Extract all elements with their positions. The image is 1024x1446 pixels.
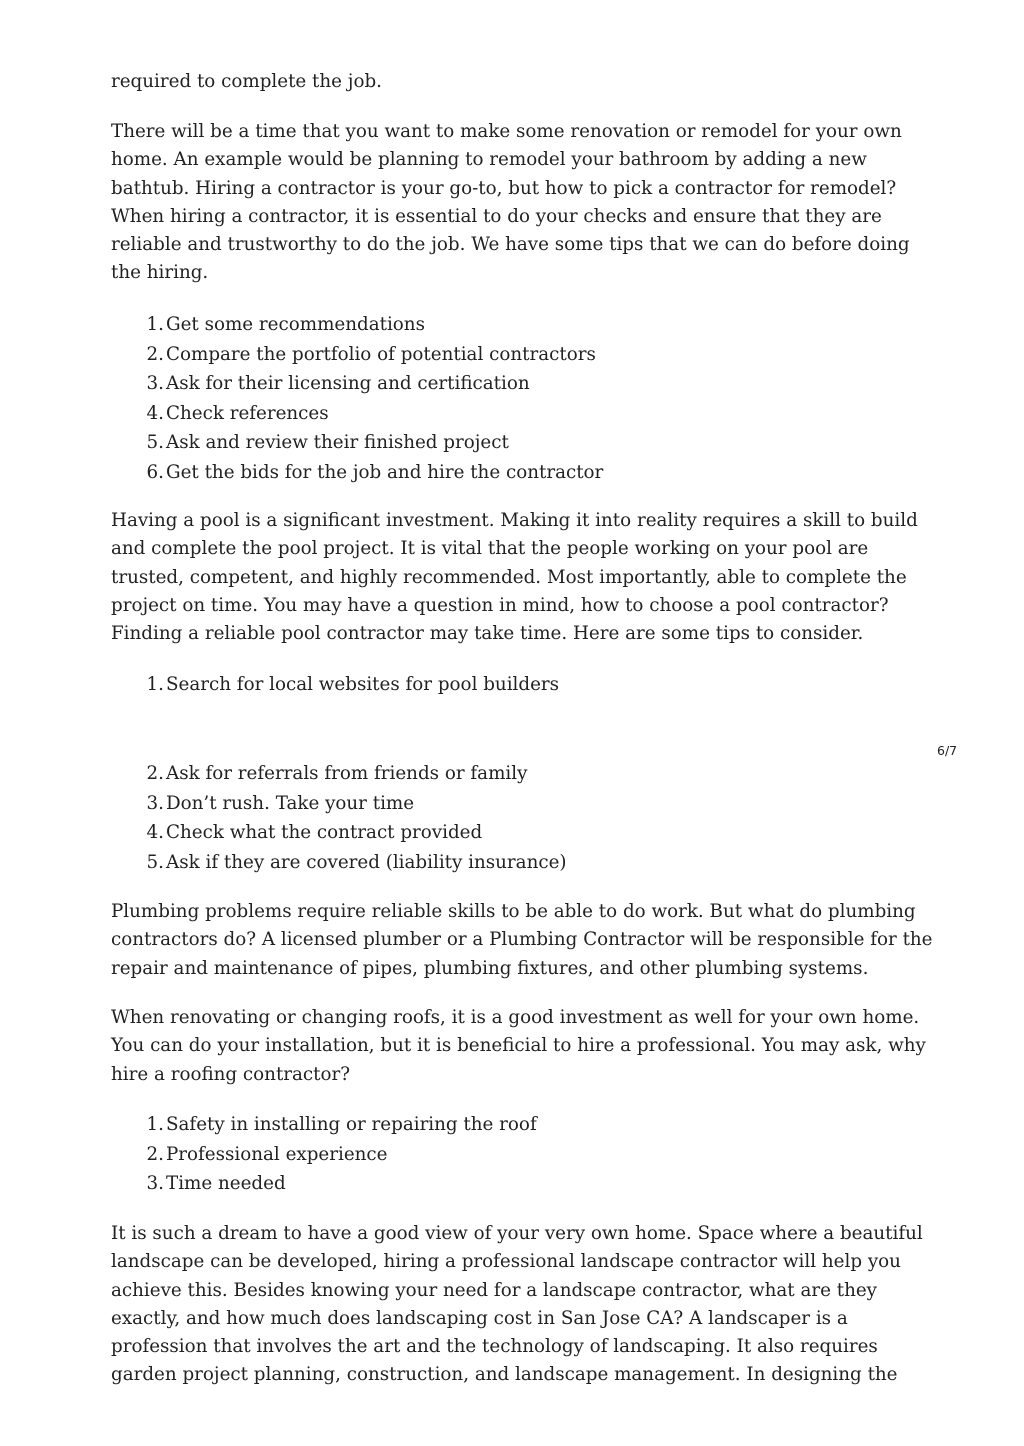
list-item-text: Safety in installing or repairing the roof [166, 1114, 537, 1136]
text-line: achieve this. Besides knowing your need for a landscape contractor, what are they [111, 1279, 877, 1301]
list-item-text: Check references [166, 402, 329, 424]
list-item-text: Search for local websites for pool builders [166, 674, 560, 696]
list-item [140, 818, 567, 848]
list-item [140, 399, 603, 429]
text-line: project on time. You may have a question in mind, how to choose a pool contractor? [111, 594, 889, 616]
list-number: 3. [146, 1173, 164, 1195]
list-number: 5. [146, 851, 164, 873]
text-line: bathtub. Hiring a contractor is your go-to, but how to pick a contractor for remodel? [111, 177, 897, 199]
text-line: trusted, competent, and highly recommended. Most importantly, able to complete the [111, 566, 907, 588]
remodel-tips-list [140, 310, 603, 487]
list-item-text: Don’t rush. Take your time [166, 792, 415, 814]
list-item-text: Get the bids for the job and hire the contractor [166, 461, 604, 483]
list-number: 1. [146, 1114, 164, 1136]
text-line: and complete the pool project. It is vital that the people working on your pool are [111, 538, 869, 560]
list-item [140, 428, 603, 458]
list-item [140, 1169, 537, 1199]
paragraph-roofing-contractor [111, 1004, 926, 1089]
paragraph-job-completion [111, 68, 921, 96]
text-line: Plumbing problems require reliable skills to be able to do work. But what do plumbing [111, 901, 916, 922]
paragraph-pool-contractor [111, 507, 921, 648]
list-item [140, 1110, 537, 1140]
text-line: required to complete the job. [111, 71, 382, 92]
page-number: 6/7 [937, 743, 958, 758]
text-line: contractors do? A licensed plumber or a Plumbing Contractor will be responsible for the [111, 929, 933, 951]
text-line: exactly, and how much does landscaping cost in San Jose CA? A landscaper is a [111, 1307, 848, 1329]
text-line: profession that involves the art and the technology of landscaping. It also requires [111, 1336, 878, 1358]
list-item-text: Professional experience [166, 1143, 388, 1165]
list-number: 1. [146, 314, 164, 336]
list-item [140, 670, 559, 700]
list-item [140, 848, 567, 878]
list-number: 2. [146, 1143, 164, 1165]
text-line: reliable and trustworthy to do the job. We have some tips that we can do before doing [111, 234, 910, 256]
list-item-text: Check what the contract provided [166, 822, 483, 844]
text-line: Having a pool is a significant investment. Making it into reality requires a skill to build [111, 510, 918, 531]
list-item-text: Ask for their licensing and certification [166, 373, 530, 395]
list-number: 4. [146, 402, 164, 424]
text-line: Finding a reliable pool contractor may take time. Here are some tips to consider. [111, 623, 864, 645]
list-item [140, 310, 603, 340]
list-number: 6. [146, 461, 164, 483]
text-line: repair and maintenance of pipes, plumbing fixtures, and other plumbing systems. [111, 957, 869, 979]
list-number: 3. [146, 792, 164, 814]
text-line: home. An example would be planning to remodel your bathroom by adding a new [111, 149, 867, 171]
paragraph-landscape-contractor [111, 1220, 921, 1390]
text-line: When renovating or changing roofs, it is a good investment as well for your own home. [111, 1007, 920, 1028]
text-line: There will be a time that you want to make some renovation or remodel for your own [111, 121, 902, 142]
list-item-text: Compare the portfolio of potential contractors [166, 343, 596, 365]
text-line: It is such a dream to have a good view of your very own home. Space where a beautiful [111, 1223, 923, 1244]
list-number: 4. [146, 822, 164, 844]
roofing-reasons-list [140, 1110, 537, 1199]
list-item [140, 789, 567, 819]
list-item-text: Time needed [166, 1173, 286, 1195]
list-number: 2. [146, 343, 164, 365]
text-line: hire a roofing contractor? [111, 1063, 351, 1085]
list-number: 2. [146, 763, 164, 785]
paragraph-remodel-contractor [111, 118, 921, 288]
pool-tips-list-part1 [140, 670, 559, 700]
list-item-text: Ask for referrals from friends or family [166, 763, 528, 785]
text-line: landscape can be developed, hiring a professional landscape contractor will help you [111, 1251, 901, 1273]
list-item [140, 458, 603, 488]
text-line: When hiring a contractor, it is essential to do your checks and ensure that they are [111, 205, 882, 227]
text-line: garden project planning, construction, and landscape management. In designing the [111, 1364, 898, 1386]
text-line: the hiring. [111, 262, 209, 284]
list-item-text: Ask and review their finished project [166, 432, 509, 454]
list-item [140, 1140, 537, 1170]
list-number: 5. [146, 432, 164, 454]
pool-tips-list-part2 [140, 759, 567, 877]
list-item [140, 340, 603, 370]
paragraph-plumbing-contractor [111, 898, 933, 983]
list-item [140, 369, 603, 399]
list-item-text: Ask if they are covered (liability insurance) [166, 851, 567, 873]
list-item [140, 759, 567, 789]
list-number: 3. [146, 373, 164, 395]
list-item-text: Get some recommendations [166, 314, 425, 336]
list-number: 1. [146, 674, 164, 696]
text-line: You can do your installation, but it is beneficial to hire a professional. You may ask, why [111, 1035, 926, 1057]
